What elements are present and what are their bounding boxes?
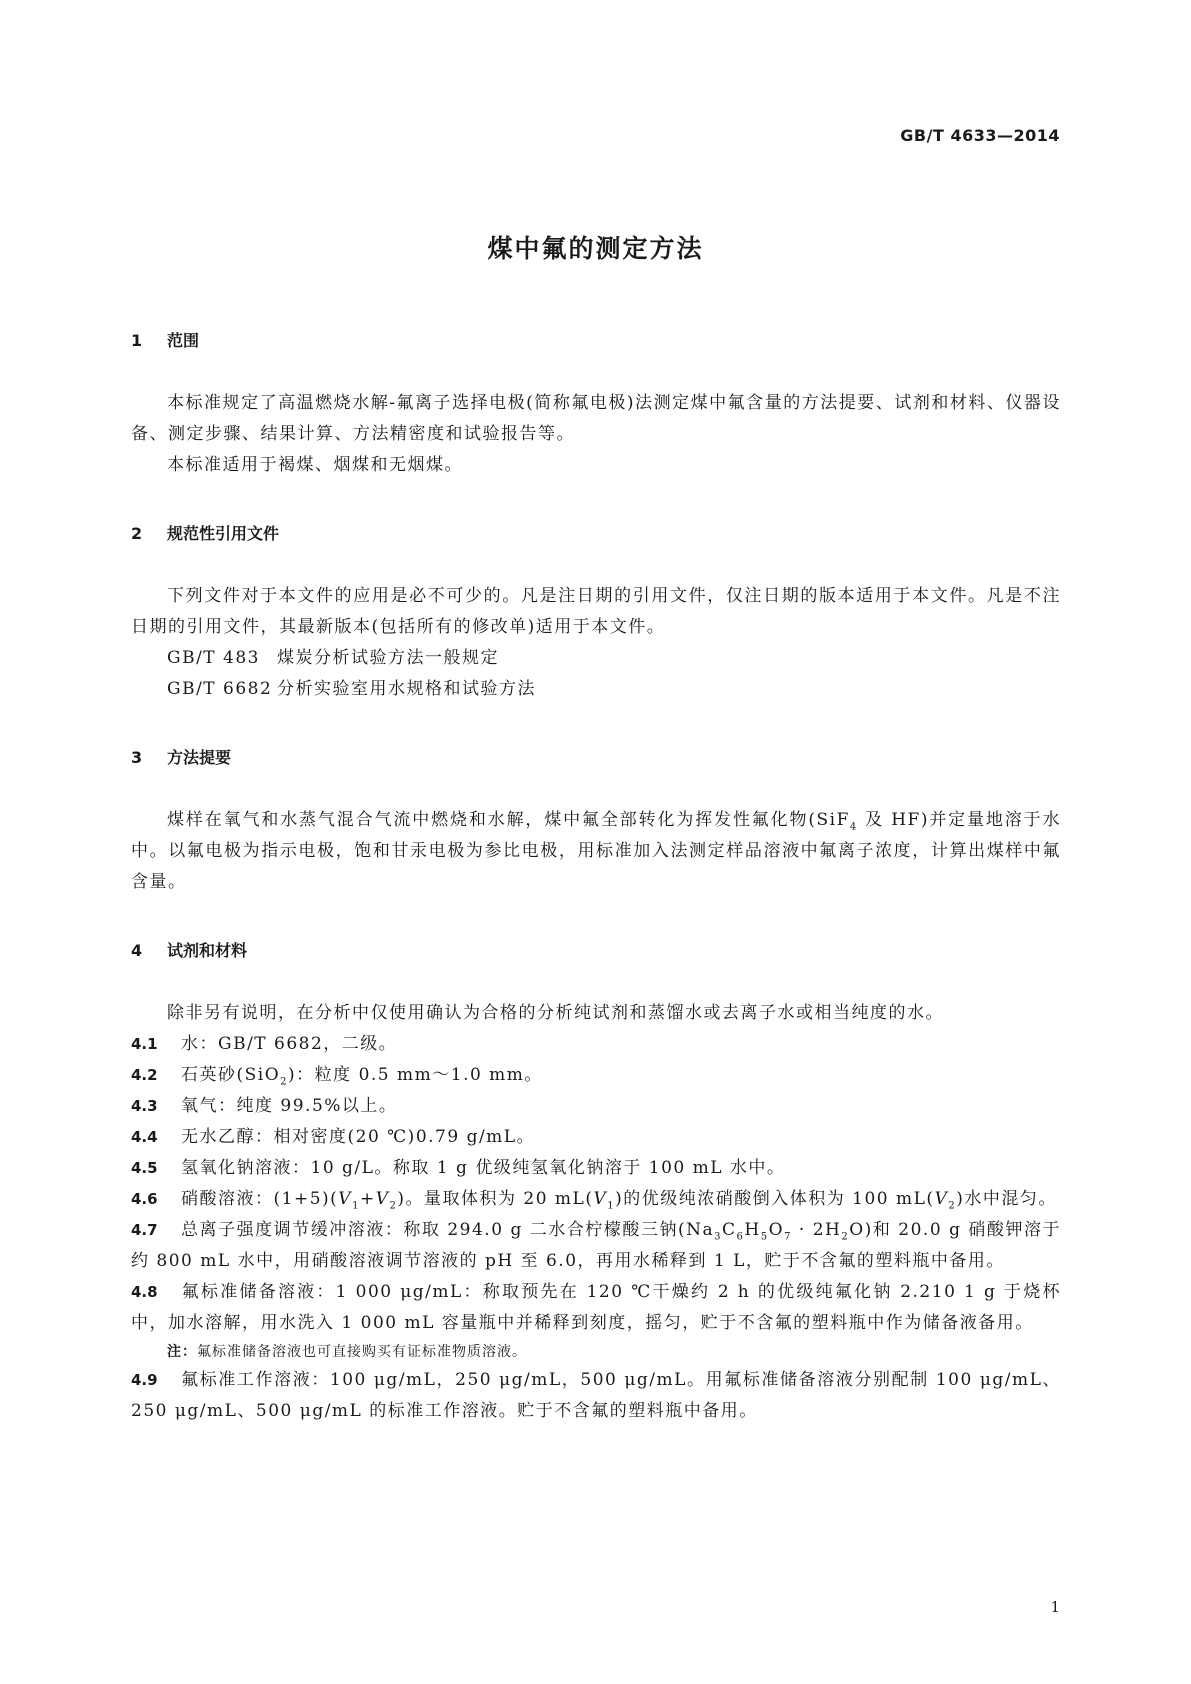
- clause-4-9: 4.9 氟标准工作溶液：100 μg/mL，250 μg/mL，500 μg/mL。用氟标准储备溶液分别配制 100 μg/mL、250 μg/mL、500 μg/mL 的标准工作溶液。贮于不含氟的塑料瓶中备用。: [131, 1370, 1061, 1421]
- reagents-intro: 除非另有说明，在分析中仅使用确认为合格的分析纯试剂和蒸馏水或去离子水或相当纯度的水。: [167, 1003, 944, 1023]
- section-title: 方法提要: [167, 748, 232, 767]
- standard-code: GB/T 4633—2014: [900, 126, 1060, 145]
- reference-item: [131, 643, 1061, 674]
- clause-4-6: 4.6 硝酸溶液：$(1+5)(V_1+V_2)$。量取体积为 20 $mL(V_1)$的优级纯浓硝酸倒入体积为 100 $mL(V_2)$水中混匀。: [131, 1189, 1057, 1212]
- note: [131, 1339, 1061, 1365]
- section-number: 4: [131, 941, 143, 960]
- section-number: 1: [131, 331, 143, 350]
- clause-4-8: 4.8 氟标准储备溶液：1 000 μg/mL：称取预先在 120 ℃干燥约 2 h 的优级纯氟化钠 2.210 1 g 于烧杯中，加水溶解，用水洗入 1 000 mL 容量瓶中并稀释到刻度，摇匀，贮于不含氟的塑料瓶中作为储备液备用。: [131, 1282, 1061, 1333]
- section-heading-normative-references: [131, 523, 1061, 545]
- scope-paragraph: 本标准规定了高温燃烧水解-氟离子选择电极(简称氟电极)法测定煤中氟含量的方法提要、试剂和材料、仪器设备、测定步骤、结果计算、方法精密度和试验报告等。: [131, 393, 1061, 444]
- clause-4-4: 4.4 无水乙醇：相对密度(20 ℃)0.79 g/mL。: [131, 1127, 536, 1147]
- reference-title: 分析实验室用水规格和试验方法: [277, 679, 536, 699]
- clause-4-5: 4.5 氢氧化钠溶液：10 g/L。称取 1 g 优级纯氢氧化钠溶于 100 mL 水中。: [131, 1158, 786, 1178]
- reference-item: [131, 674, 1061, 705]
- clause-4-1: 4.1 水：GB/T 6682，二级。: [131, 1034, 398, 1054]
- method-summary-paragraph: 煤样在氧气和水蒸气混合气流中燃烧和水解，煤中氟全部转化为挥发性氟化物(SiF$_4$ 及 HF)并定量地溶于水中。以氟电极为指示电极，饱和甘汞电极为参比电极，用标准加入法测定样品溶液中氟离子浓度，计算出煤样中氟含量。: [131, 810, 1062, 892]
- section-heading-scope: [131, 330, 1061, 352]
- reference-title: 煤炭分析试验方法一般规定: [277, 648, 499, 668]
- clause-4-3: 4.3 氧气：纯度 99.5%以上。: [131, 1096, 398, 1116]
- section-heading-method-summary: [131, 747, 1061, 769]
- reference-code: GB/T 6682: [167, 679, 273, 699]
- document-title: 煤中氟的测定方法: [487, 234, 704, 263]
- references-paragraph: 下列文件对于本文件的应用是必不可少的。凡是注日期的引用文件，仅注日期的版本适用于本文件。凡是不注日期的引用文件，其最新版本(包括所有的修改单)适用于本文件。: [131, 586, 1061, 637]
- note-text: 氟标准储备溶液也可直接购买有证标准物质溶液。: [197, 1344, 527, 1360]
- note-label: 注：: [167, 1344, 197, 1360]
- scope-applicability: 本标准适用于褐煤、烟煤和无烟煤。: [167, 455, 463, 475]
- page-number: 1: [1050, 1598, 1060, 1616]
- clause-4-2: 4.2 石英砂(SiO$_2$)：粒度 0.5 mm～1.0 mm。: [131, 1065, 543, 1088]
- section-title: 范围: [167, 331, 200, 350]
- section-number: 2: [131, 524, 143, 543]
- clause-4-7: 4.7 总离子强度调节缓冲溶液：称取 294.0 g 二水合柠檬酸三钠$(Na_3C_6H_5O_7 \cdot 2H_2O)$和 20.0 g 硝酸钾溶于约 800 mL 水中，用硝酸溶液调节溶液的 pH 至 6.0，再用水稀释到 1 L，贮于不含氟的塑料瓶中备用。: [131, 1220, 1062, 1271]
- section-title: 规范性引用文件: [167, 524, 280, 543]
- section-title: 试剂和材料: [167, 941, 248, 960]
- reference-code: GB/T 483: [167, 648, 260, 668]
- section-number: 3: [131, 748, 143, 767]
- section-heading-reagents: [131, 940, 1061, 962]
- document-body: [131, 330, 1061, 1427]
